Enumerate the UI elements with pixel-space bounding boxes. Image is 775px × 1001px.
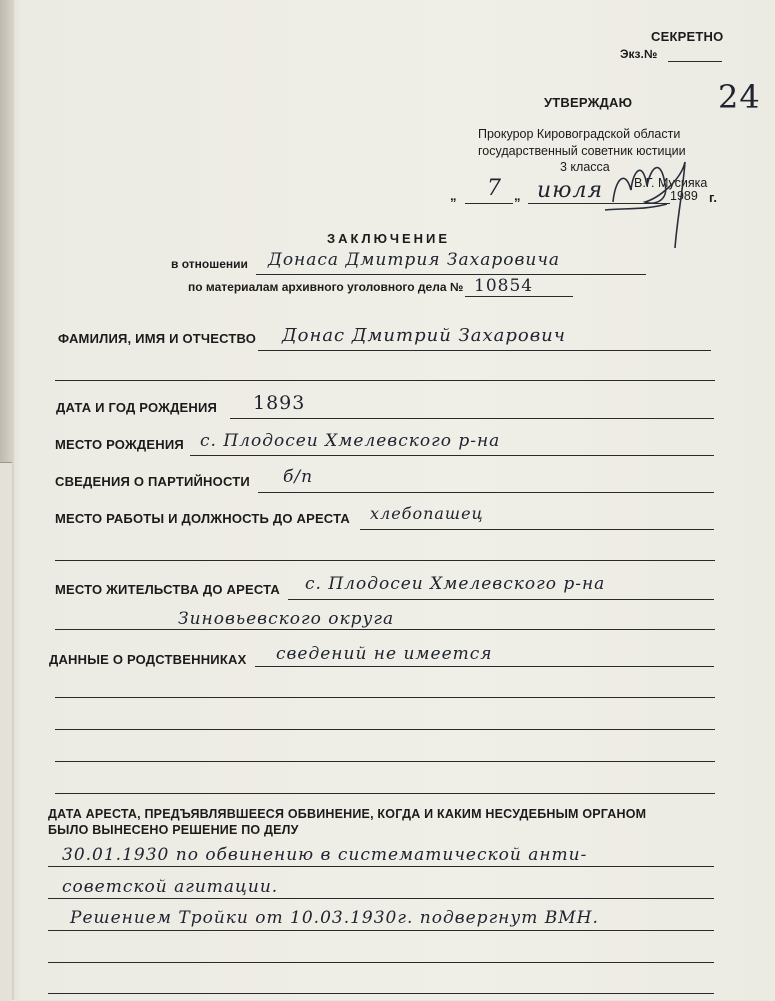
work-value: хлебопашец: [370, 504, 484, 523]
arrest-value-2: советской агитации.: [62, 877, 279, 897]
approve-heading: УТВЕРЖДАЮ: [544, 95, 633, 110]
arrest-value-3: Решением Тройки от 10.03.1930г. подвергнут ВМН.: [70, 908, 599, 928]
residence-value-1: с. Плодосеи Хмелевского р-на: [305, 574, 606, 594]
residence-line-1: [288, 599, 714, 600]
prosecutor-title-2: государственный советник юстиции: [478, 144, 686, 158]
birth-date-label: ДАТА И ГОД РОЖДЕНИЯ: [56, 400, 218, 415]
residence-value-2: Зиновьевского округа: [178, 609, 395, 629]
copy-number-line: [668, 61, 722, 62]
case-number-line: [465, 296, 573, 297]
case-number: 10854: [474, 276, 534, 296]
relatives-label: ДАННЫЕ О РОДСТВЕННИКАХ: [49, 652, 247, 667]
birth-place-value: с. Плодосеи Хмелевского р-на: [200, 431, 501, 451]
relatives-line: [255, 666, 714, 667]
approval-year: 1989: [670, 189, 698, 203]
work-label: МЕСТО РАБОТЫ И ДОЛЖНОСТЬ ДО АРЕСТА: [55, 511, 350, 526]
arrest-line-1: [48, 866, 714, 867]
regarding-name: Донаса Дмитрия Захаровича: [268, 250, 561, 270]
party-line: [258, 492, 714, 493]
regarding-label: в отношении: [171, 257, 248, 271]
fio-label: ФАМИЛИЯ, ИМЯ И ОТЧЕСТВО: [58, 331, 257, 346]
birth-date-line: [230, 418, 714, 419]
approval-day: 7: [487, 176, 502, 201]
prosecutor-title-1: Прокурор Кировоградской области: [478, 127, 681, 141]
arrest-label-2: БЫЛО ВЫНЕСЕНО РЕШЕНИЕ ПО ДЕЛУ: [48, 823, 299, 837]
relatives-extra-line-2: [55, 729, 715, 730]
fio-line: [258, 350, 711, 351]
birth-place-line: [190, 455, 714, 456]
copy-number-label: Экз.№: [620, 47, 658, 61]
page-number: 24: [718, 78, 761, 116]
relatives-value: сведений не имеется: [276, 644, 493, 664]
party-label: СВЕДЕНИЯ О ПАРТИЙНОСТИ: [55, 474, 250, 489]
arrest-line-3: [48, 930, 714, 931]
date-quote-open: „: [450, 188, 457, 203]
approval-month: июля: [537, 178, 604, 203]
arrest-line-5: [48, 993, 714, 994]
arrest-line-4: [48, 962, 714, 963]
secret-stamp: СЕКРЕТНО: [651, 29, 724, 44]
birth-date-value: 1893: [253, 392, 306, 414]
case-number-label: по материалам архивного уголовного дела №: [188, 280, 464, 294]
residence-label: МЕСТО ЖИТЕЛЬСТВА ДО АРЕСТА: [55, 582, 280, 597]
relatives-extra-line-1: [55, 697, 715, 698]
date-quote-close: „: [514, 188, 521, 203]
prosecutor-title-3: 3 класса: [560, 160, 610, 174]
work-extra-line: [55, 560, 715, 561]
relatives-extra-line-3: [55, 761, 715, 762]
binding-notch: [0, 462, 12, 1001]
relatives-extra-line-4: [55, 793, 715, 794]
work-line: [360, 529, 714, 530]
fio-extra-line: [55, 380, 715, 381]
arrest-label-1: ДАТА АРЕСТА, ПРЕДЪЯВЛЯВШЕЕСЯ ОБВИНЕНИЕ, КОГДА И КАКИМ НЕСУДЕБНЫМ ОРГАНОМ: [48, 807, 647, 821]
fio-value: Донас Дмитрий Захарович: [282, 325, 566, 346]
regarding-line: [256, 274, 646, 275]
approval-year-suffix: г.: [709, 190, 718, 205]
prosecutor-signature: [585, 150, 695, 260]
arrest-value-1: 30.01.1930 по обвинению в систематической анти-: [62, 845, 588, 865]
residence-line-2: [55, 629, 715, 630]
birth-place-label: МЕСТО РОЖДЕНИЯ: [55, 437, 184, 452]
party-value: б/п: [283, 467, 314, 487]
prosecutor-name: В.Г. Мусияка: [634, 176, 708, 190]
arrest-line-2: [48, 898, 714, 899]
day-line: [465, 203, 513, 204]
document-title: ЗАКЛЮЧЕНИЕ: [327, 231, 451, 246]
